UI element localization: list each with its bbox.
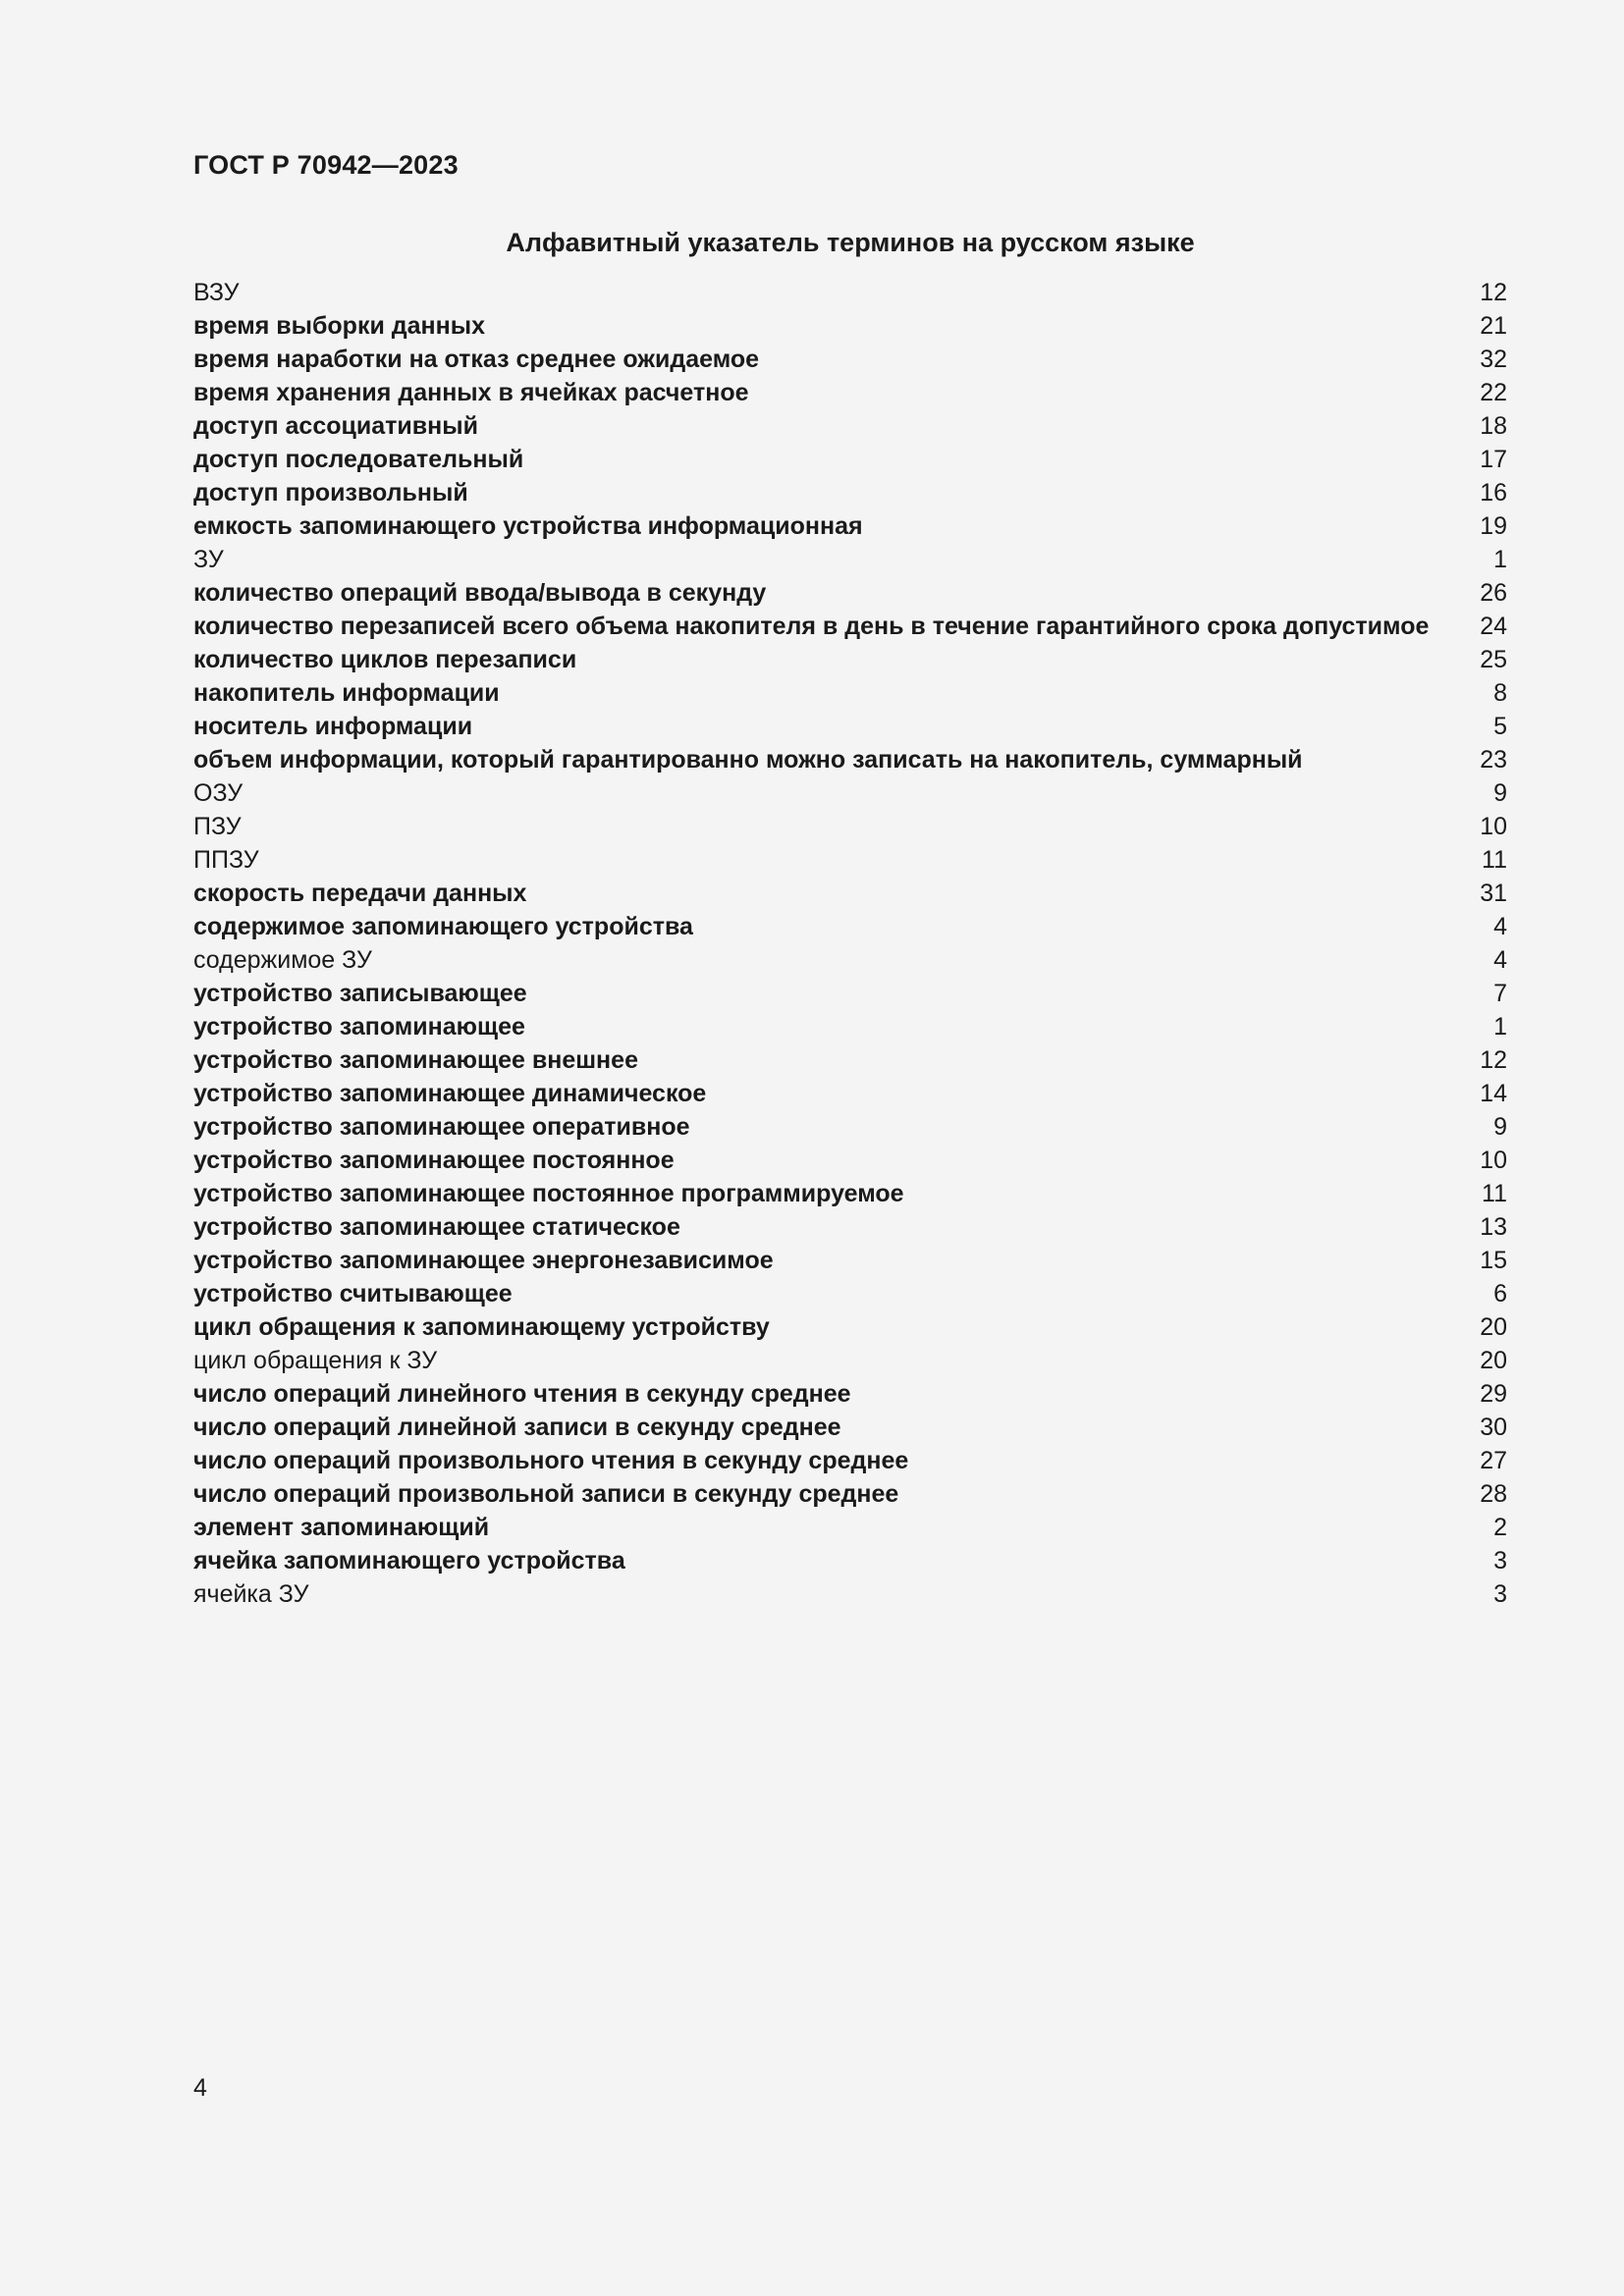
index-entry bbox=[193, 1043, 1507, 1077]
index-term: время хранения данных в ячейках расчетное bbox=[193, 379, 749, 406]
index-entry bbox=[193, 276, 1507, 309]
index-entry bbox=[193, 1544, 1507, 1577]
index-entry bbox=[193, 376, 1507, 409]
index-term-number: 22 bbox=[1480, 379, 1507, 406]
index-entry bbox=[193, 1010, 1507, 1043]
index-term: объем информации, который гарантированно можно записать на накопитель, суммарный bbox=[193, 746, 1303, 774]
index-term-number: 4 bbox=[1493, 913, 1507, 940]
index-title: Алфавитный указатель терминов на русском языке bbox=[506, 228, 1195, 257]
index-term: ЗУ bbox=[193, 546, 224, 573]
index-term-number: 4 bbox=[1493, 946, 1507, 974]
index-term-number: 14 bbox=[1480, 1080, 1507, 1107]
term-index-list bbox=[193, 276, 1507, 1611]
index-entry bbox=[193, 1144, 1507, 1177]
index-term: количество перезаписей всего объема накопителя в день в течение гарантийного срока допустимое bbox=[193, 613, 1430, 640]
page-number: 4 bbox=[193, 2074, 207, 2102]
index-term: устройство запоминающее динамическое bbox=[193, 1080, 707, 1107]
index-term-number: 9 bbox=[1493, 779, 1507, 807]
index-term-number: 16 bbox=[1480, 479, 1507, 507]
index-term: ВЗУ bbox=[193, 279, 240, 306]
index-entry bbox=[193, 776, 1507, 810]
index-entry bbox=[193, 943, 1507, 977]
index-term-number: 11 bbox=[1482, 1180, 1507, 1207]
index-entry bbox=[193, 343, 1507, 376]
index-term-number: 29 bbox=[1480, 1380, 1507, 1408]
index-entry bbox=[193, 877, 1507, 910]
index-term: число операций произвольного чтения в секунду среднее bbox=[193, 1447, 909, 1474]
index-term: цикл обращения к ЗУ bbox=[193, 1347, 438, 1374]
index-term: устройство запоминающее постоянное программируемое bbox=[193, 1180, 904, 1207]
index-entry bbox=[193, 1444, 1507, 1477]
index-entry bbox=[193, 1411, 1507, 1444]
index-entry bbox=[193, 1177, 1507, 1210]
index-term: число операций произвольной записи в секунду среднее bbox=[193, 1480, 899, 1508]
index-entry bbox=[193, 1310, 1507, 1344]
index-term: число операций линейной записи в секунду среднее bbox=[193, 1414, 841, 1441]
index-entry bbox=[193, 1344, 1507, 1377]
index-term: содержимое ЗУ bbox=[193, 946, 372, 974]
index-entry bbox=[193, 610, 1507, 643]
index-term-number: 12 bbox=[1480, 279, 1507, 306]
index-term: накопитель информации bbox=[193, 679, 500, 707]
index-entry bbox=[193, 1244, 1507, 1277]
index-term-number: 10 bbox=[1480, 813, 1507, 840]
index-entry bbox=[193, 443, 1507, 476]
index-term: устройство запоминающее bbox=[193, 1013, 525, 1041]
index-term-number: 24 bbox=[1480, 613, 1507, 640]
index-term: устройство запоминающее энергонезависимое bbox=[193, 1247, 774, 1274]
index-entry bbox=[193, 843, 1507, 877]
index-term-number: 10 bbox=[1480, 1147, 1507, 1174]
index-term: ячейка ЗУ bbox=[193, 1580, 309, 1608]
index-term: устройство запоминающее статическое bbox=[193, 1213, 680, 1241]
index-entry bbox=[193, 476, 1507, 509]
index-term-number: 18 bbox=[1480, 412, 1507, 440]
index-entry bbox=[193, 676, 1507, 710]
index-term: устройство запоминающее внешнее bbox=[193, 1046, 638, 1074]
index-term: ПЗУ bbox=[193, 813, 242, 840]
index-entry bbox=[193, 576, 1507, 610]
index-entry bbox=[193, 643, 1507, 676]
index-term: устройство запоминающее постоянное bbox=[193, 1147, 675, 1174]
index-term: элемент запоминающий bbox=[193, 1514, 490, 1541]
index-term: носитель информации bbox=[193, 713, 473, 740]
index-entry bbox=[193, 810, 1507, 843]
index-term-number: 2 bbox=[1493, 1514, 1507, 1541]
index-entry bbox=[193, 1577, 1507, 1611]
document-header: ГОСТ Р 70942—2023 bbox=[193, 150, 459, 180]
index-term-number: 12 bbox=[1480, 1046, 1507, 1074]
index-term-number: 26 bbox=[1480, 579, 1507, 607]
index-entry bbox=[193, 309, 1507, 343]
index-term: устройство запоминающее оперативное bbox=[193, 1113, 690, 1141]
index-term: количество операций ввода/вывода в секунду bbox=[193, 579, 767, 607]
index-entry bbox=[193, 509, 1507, 543]
index-term-number: 23 bbox=[1480, 746, 1507, 774]
index-term-number: 25 bbox=[1480, 646, 1507, 673]
index-term: ОЗУ bbox=[193, 779, 244, 807]
index-entry bbox=[193, 977, 1507, 1010]
index-entry bbox=[193, 1210, 1507, 1244]
index-term-number: 7 bbox=[1493, 980, 1507, 1007]
index-term: ячейка запоминающего устройства bbox=[193, 1547, 625, 1575]
index-entry bbox=[193, 1377, 1507, 1411]
index-term: доступ произвольный bbox=[193, 479, 468, 507]
index-term: доступ последовательный bbox=[193, 446, 524, 473]
index-term: ППЗУ bbox=[193, 846, 259, 874]
index-term-number: 21 bbox=[1480, 312, 1507, 340]
index-entry bbox=[193, 1511, 1507, 1544]
index-term: время наработки на отказ среднее ожидаемое bbox=[193, 346, 760, 373]
index-term: скорость передачи данных bbox=[193, 880, 527, 907]
index-term-number: 13 bbox=[1480, 1213, 1507, 1241]
index-entry bbox=[193, 743, 1507, 776]
index-entry bbox=[193, 1277, 1507, 1310]
index-term: количество циклов перезаписи bbox=[193, 646, 577, 673]
index-term-number: 6 bbox=[1493, 1280, 1507, 1308]
index-term-number: 15 bbox=[1480, 1247, 1507, 1274]
index-term: число операций линейного чтения в секунду среднее bbox=[193, 1380, 851, 1408]
index-term: емкость запоминающего устройства информационная bbox=[193, 512, 863, 540]
index-term-number: 3 bbox=[1493, 1580, 1507, 1608]
index-term-number: 8 bbox=[1493, 679, 1507, 707]
index-entry bbox=[193, 1077, 1507, 1110]
index-term: цикл обращения к запоминающему устройству bbox=[193, 1313, 770, 1341]
index-term: устройство записывающее bbox=[193, 980, 527, 1007]
index-term-number: 32 bbox=[1480, 346, 1507, 373]
index-entry bbox=[193, 1477, 1507, 1511]
index-term-number: 17 bbox=[1480, 446, 1507, 473]
index-entry bbox=[193, 1110, 1507, 1144]
index-term-number: 30 bbox=[1480, 1414, 1507, 1441]
index-term: устройство считывающее bbox=[193, 1280, 513, 1308]
index-term: содержимое запоминающего устройства bbox=[193, 913, 693, 940]
index-term-number: 1 bbox=[1493, 546, 1507, 573]
index-entry bbox=[193, 910, 1507, 943]
index-term-number: 1 bbox=[1493, 1013, 1507, 1041]
index-term-number: 11 bbox=[1482, 846, 1507, 874]
index-term-number: 5 bbox=[1493, 713, 1507, 740]
index-term-number: 19 bbox=[1480, 512, 1507, 540]
index-term-number: 20 bbox=[1480, 1313, 1507, 1341]
index-term: время выборки данных bbox=[193, 312, 485, 340]
index-entry bbox=[193, 543, 1507, 576]
index-entry bbox=[193, 710, 1507, 743]
index-term-number: 3 bbox=[1493, 1547, 1507, 1575]
index-term-number: 9 bbox=[1493, 1113, 1507, 1141]
index-term: доступ ассоциативный bbox=[193, 412, 478, 440]
index-term-number: 20 bbox=[1480, 1347, 1507, 1374]
index-term-number: 27 bbox=[1480, 1447, 1507, 1474]
index-term-number: 28 bbox=[1480, 1480, 1507, 1508]
index-term-number: 31 bbox=[1480, 880, 1507, 907]
index-entry bbox=[193, 409, 1507, 443]
